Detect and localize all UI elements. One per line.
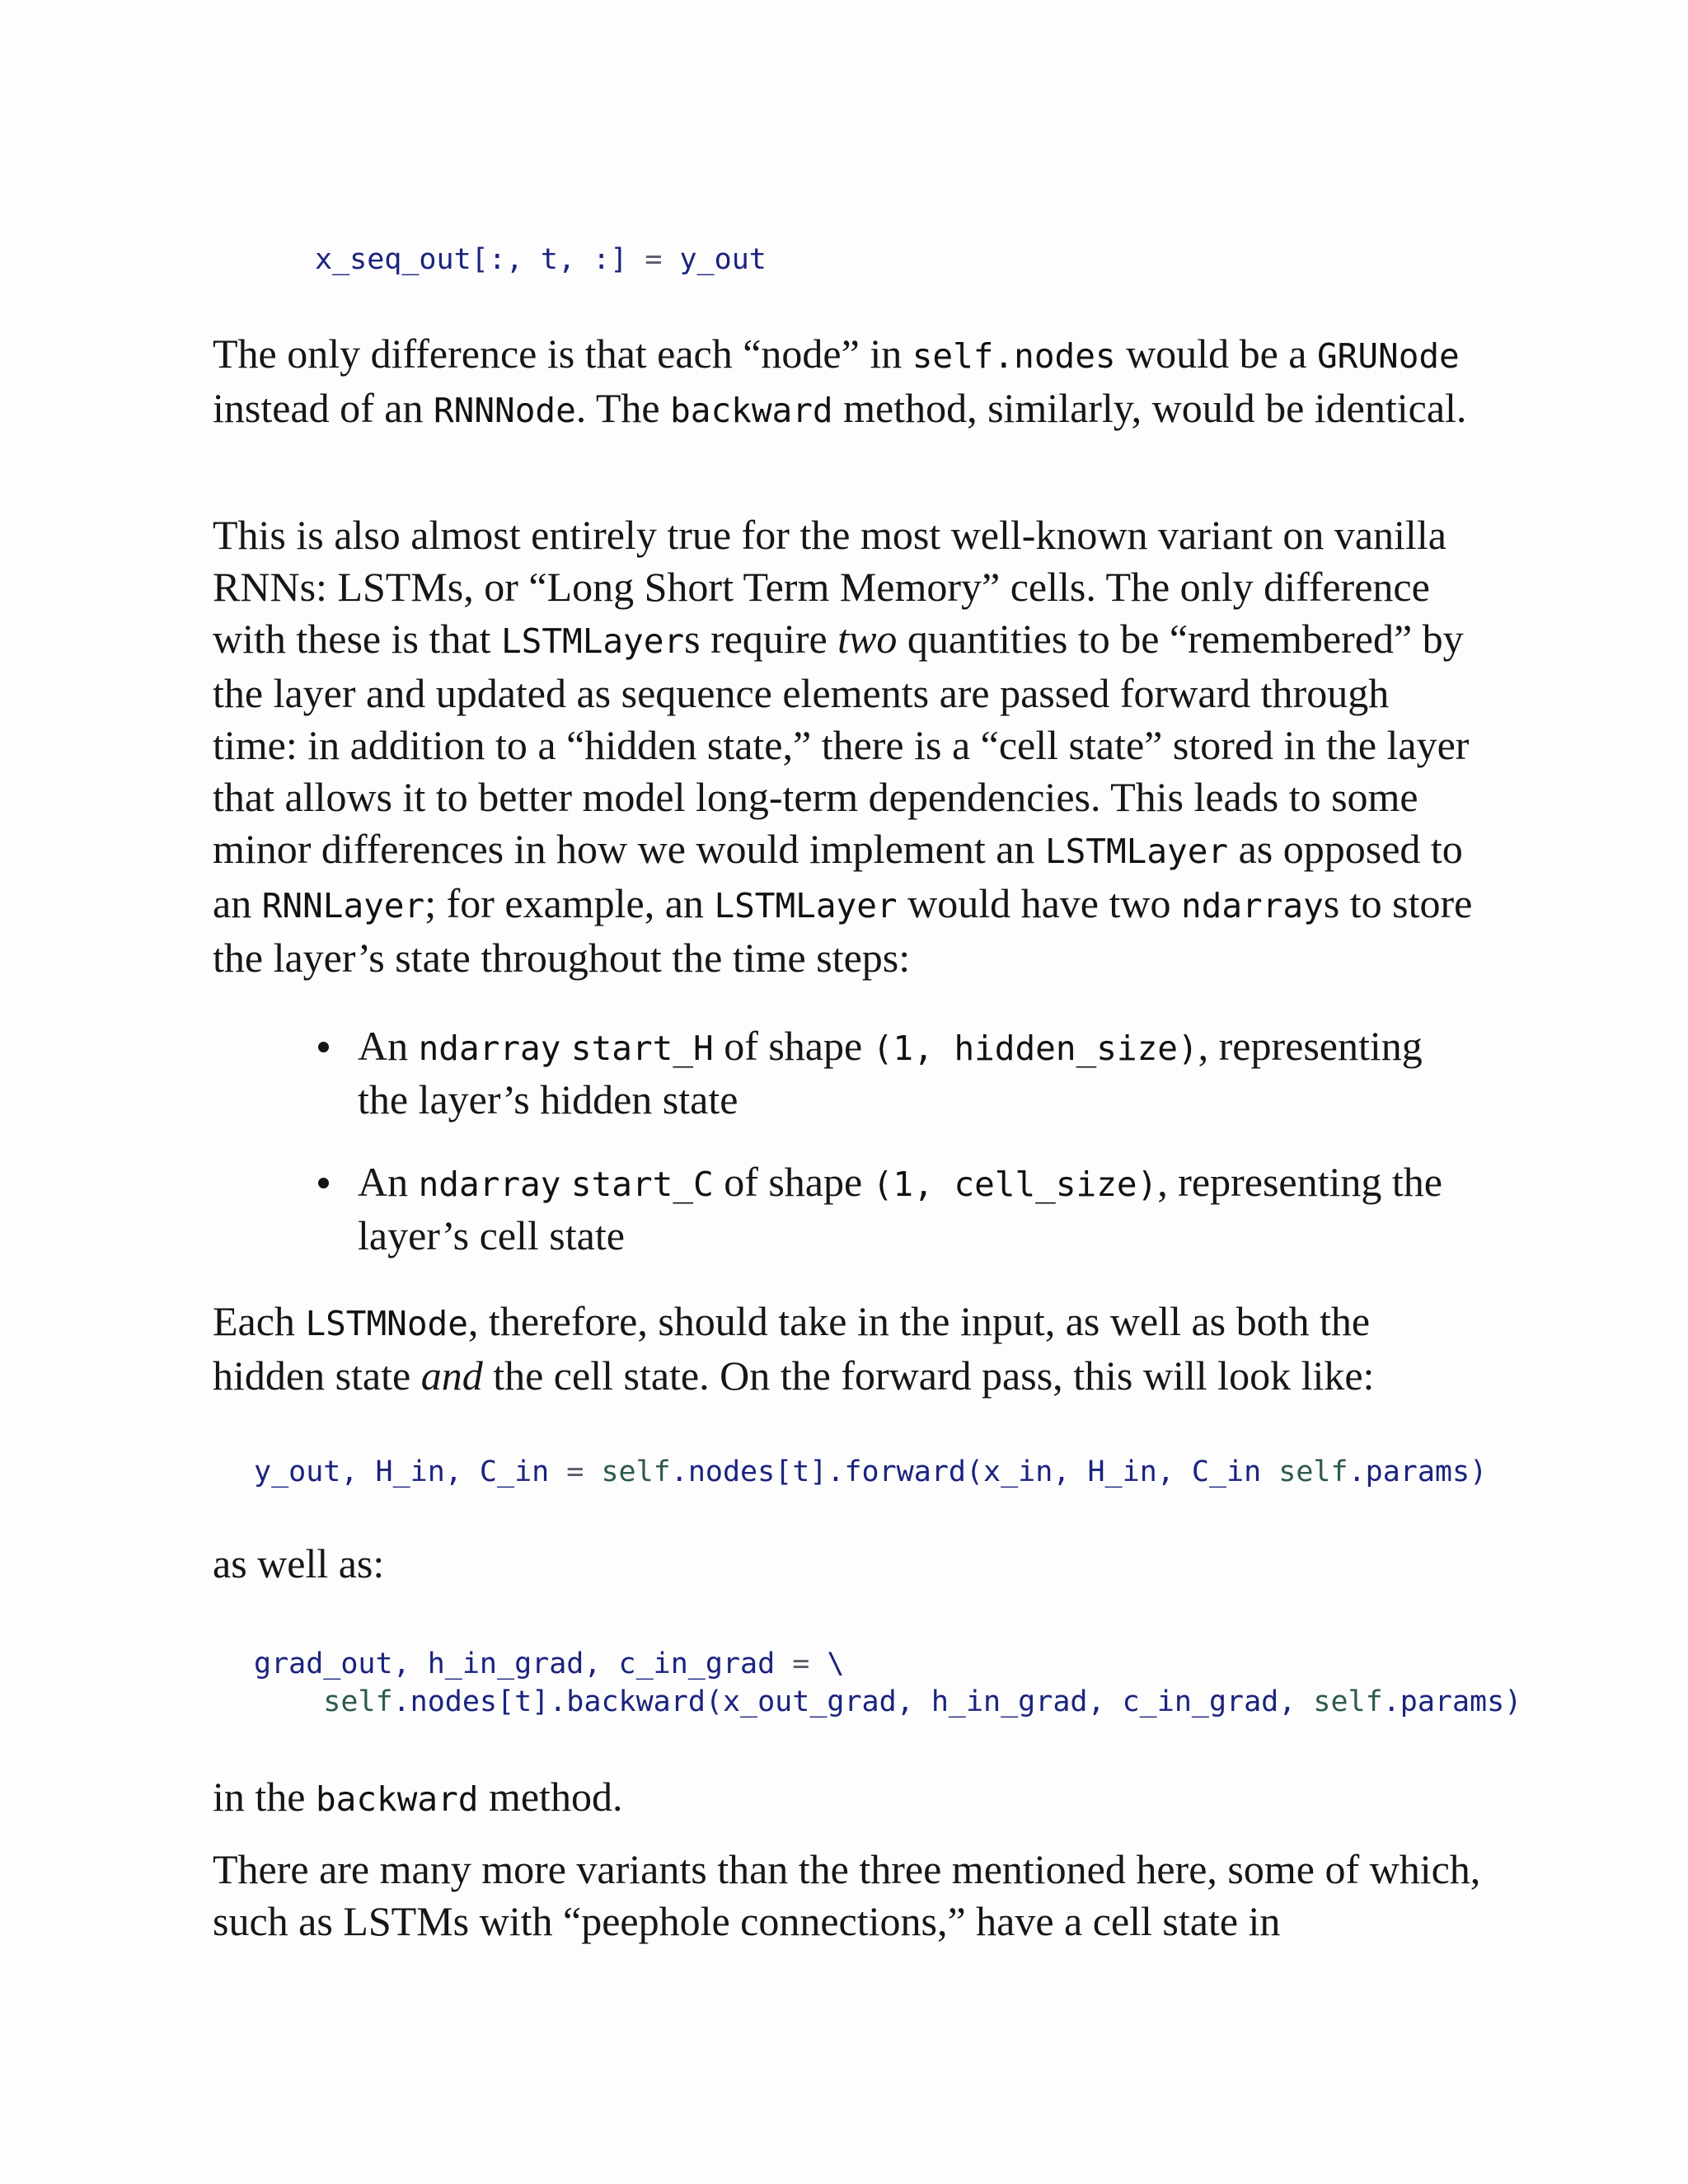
paragraph-more-variants — [213, 1844, 1482, 1947]
inline-code: (1, cell_size) — [872, 1165, 1158, 1204]
code-operator: = — [645, 243, 663, 276]
inline-code: ndarray — [418, 1165, 561, 1204]
code-line — [315, 241, 767, 279]
code-text: .nodes[t].backward(x_out_grad, h_in_grad, c_in_grad, — [392, 1685, 1314, 1718]
inline-code: ndarray — [418, 1029, 561, 1068]
text: quantities to be “remembered” by the layer and updated as sequence elements are passed forward through time: in addition to a “hidden state,” there is a “cell state” stored in the layer that allows it to better model long-term dependencies. This leads to some minor differences in how we would implement an — [213, 616, 1470, 872]
list-item — [308, 1020, 1479, 1125]
inline-code: backward — [315, 1779, 479, 1819]
text: . The — [575, 385, 671, 431]
code-line — [254, 1645, 1522, 1683]
inline-code: ndarray — [1181, 886, 1324, 926]
inline-code: self.nodes — [912, 336, 1116, 376]
paragraph-gru-difference — [213, 328, 1482, 437]
code-keyword: self — [601, 1455, 671, 1488]
text — [560, 1023, 571, 1069]
inline-code: LSTMLayer — [1044, 832, 1229, 871]
bullet-icon — [318, 1178, 329, 1188]
code-line — [254, 1683, 1522, 1721]
code-text: x_seq_out[:, t, :] — [315, 243, 645, 276]
text — [560, 1159, 571, 1205]
code-text: y_out — [662, 243, 767, 276]
code-keyword: self — [323, 1685, 393, 1718]
text: in the — [213, 1774, 316, 1820]
code-keyword: self — [1278, 1455, 1348, 1488]
text: Each — [213, 1298, 306, 1344]
text: An — [358, 1023, 419, 1069]
code-text — [584, 1455, 601, 1488]
text: of shape — [713, 1159, 873, 1205]
text: s require — [684, 616, 838, 662]
code-block-seq-out — [315, 241, 767, 279]
inline-code: (1, hidden_size) — [872, 1029, 1198, 1068]
paragraph-lstm-variant — [213, 509, 1482, 984]
text: , therefore, should take in the input, as well as both the hidden state — [213, 1298, 1371, 1399]
emphasis-text: two — [837, 616, 898, 662]
code-indent — [254, 1685, 323, 1718]
code-text: grad_out, h_in_grad, c_in_grad — [254, 1647, 793, 1680]
text: would have two — [897, 880, 1181, 926]
code-text: \ — [809, 1647, 845, 1680]
text: There are many more variants than the three mentioned here, some of which, such as LSTMs with “peephole connections,” have a cell state in — [213, 1846, 1481, 1944]
code-text: .params) — [1348, 1455, 1488, 1488]
text: instead of an — [213, 385, 434, 431]
text: , representing the layer’s cell state — [358, 1159, 1442, 1258]
code-operator: = — [792, 1647, 810, 1680]
inline-code: backward — [670, 391, 833, 430]
code-line — [254, 1453, 1487, 1491]
inline-code: RNNLayer — [261, 886, 425, 926]
text: the cell state. On the forward pass, this will look like: — [482, 1352, 1375, 1399]
inline-code: GRUNode — [1316, 336, 1460, 376]
code-text: .nodes[t].forward(x_in, H_in, C_in — [670, 1455, 1279, 1488]
text: of shape — [713, 1023, 873, 1069]
inline-code: start_C — [570, 1165, 714, 1204]
code-block-forward — [254, 1453, 1487, 1491]
text: , representing the layer’s hidden state — [358, 1023, 1423, 1122]
text: This is also almost entirely true for the most well-known variant on vanilla RNNs: LSTMs, or “Long Short Term Memory” cells. The only difference with these is that — [213, 512, 1447, 662]
text: ; for example, an — [424, 880, 715, 926]
paragraph-as-well-as — [213, 1538, 1482, 1590]
inline-code: LSTMNode — [305, 1304, 468, 1343]
text: method. — [478, 1774, 623, 1820]
inline-code: RNNNode — [433, 391, 576, 430]
emphasis-text: and — [420, 1352, 483, 1399]
inline-code: start_H — [570, 1029, 714, 1068]
state-bullet-list — [308, 1020, 1479, 1292]
text: method, similarly, would be identical. — [832, 385, 1467, 431]
text: s to store the layer’s state throughout the time steps: — [213, 880, 1473, 981]
text: The only difference is that each “node” in — [213, 330, 912, 377]
paragraph-backward-method — [213, 1771, 1482, 1825]
text: as well as: — [213, 1540, 385, 1586]
bullet-icon — [318, 1042, 329, 1052]
paragraph-lstm-node — [213, 1296, 1482, 1402]
list-item — [308, 1156, 1479, 1261]
code-block-backward — [254, 1645, 1522, 1721]
inline-code: LSTMLayer — [500, 621, 685, 661]
text: An — [358, 1159, 419, 1205]
code-keyword: self — [1313, 1685, 1383, 1718]
text: would be a — [1115, 330, 1317, 377]
inline-code: LSTMLayer — [714, 886, 898, 926]
text: as opposed to an — [213, 826, 1463, 926]
code-operator: = — [566, 1455, 584, 1488]
code-text: .params) — [1382, 1685, 1522, 1718]
code-text: y_out, H_in, C_in — [254, 1455, 567, 1488]
